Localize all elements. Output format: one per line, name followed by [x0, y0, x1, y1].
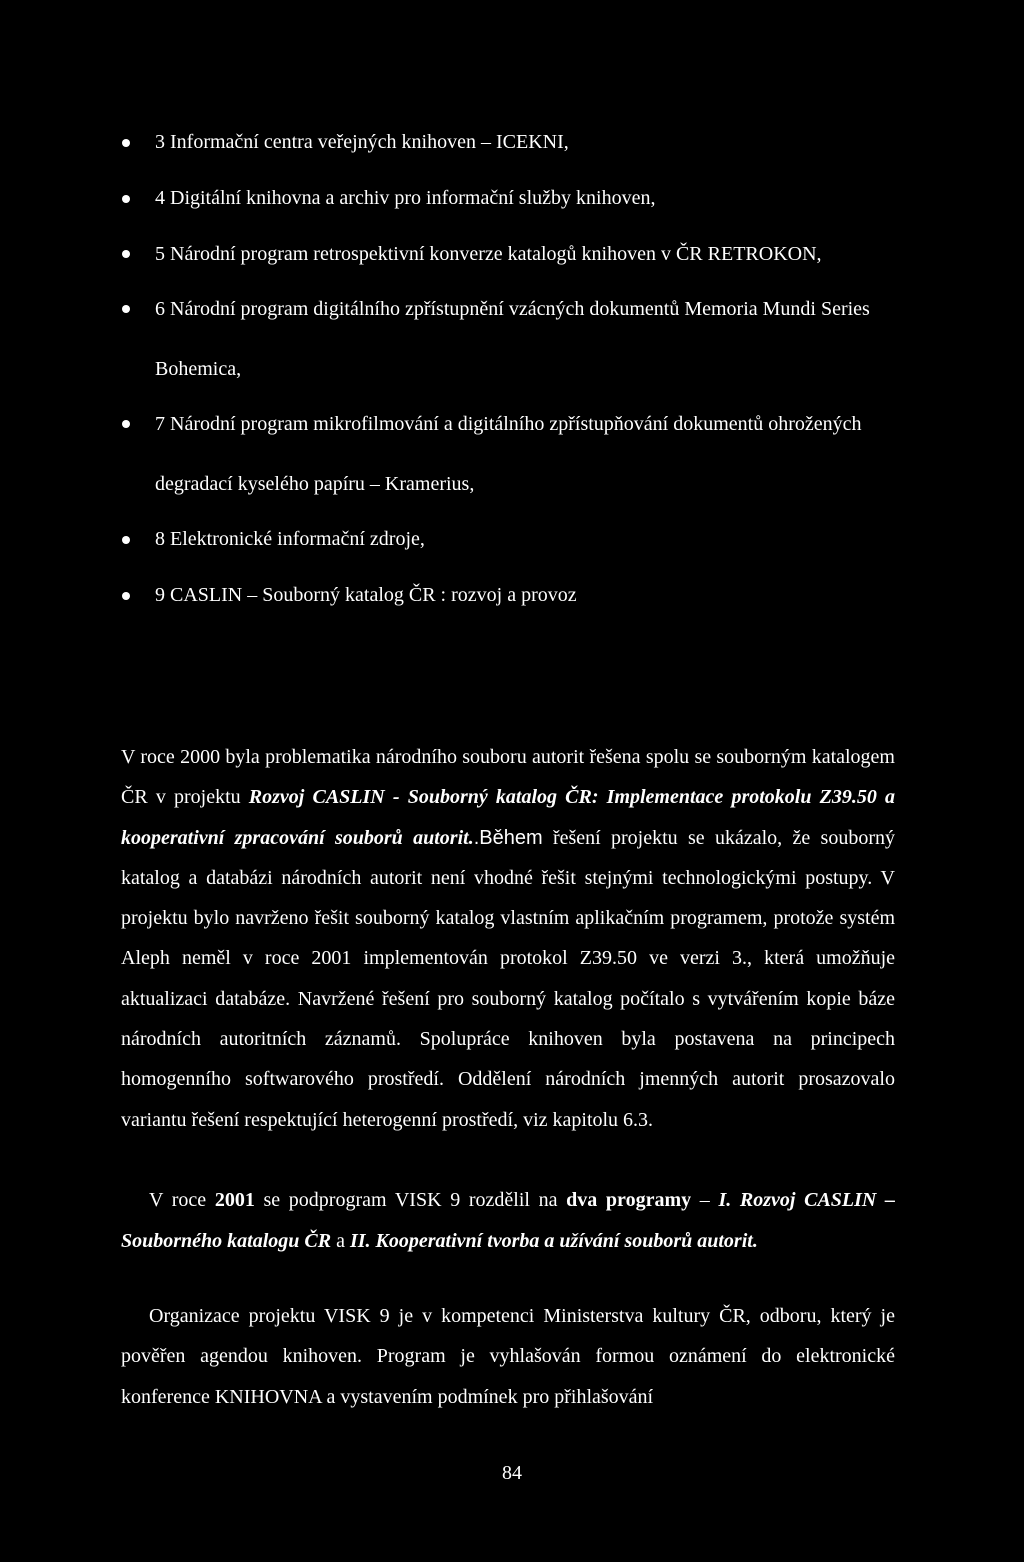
program-two-title: II. Kooperativní tvorba a užívání souborů autorit. — [349, 1229, 758, 1252]
list-item-text: 6 Národní program digitálního zpřístupnění vzácných dokumentů Memoria Mundi Series Bohemica, — [155, 298, 870, 380]
paragraph-text: – — [691, 1189, 719, 1211]
page-number: 84 — [502, 1462, 522, 1484]
list-item-text: 4 Digitální knihovna a archiv pro informační služby knihoven, — [155, 187, 656, 209]
program-list — [122, 124, 912, 633]
paragraph-visk-split — [121, 1180, 895, 1261]
paragraph-authority-files — [121, 737, 895, 1140]
paragraph-text: .Během — [473, 826, 543, 849]
list-item-text: 9 CASLIN – Souborný katalog ČR : rozvoj a provoz — [155, 584, 577, 606]
paragraph-organization — [121, 1296, 895, 1417]
paragraph-text: řešení projektu se ukázalo, že souborný katalog a databázi národních autorit není vhodné řešit stejnými technologickými postupy. V projektu bylo navrženo řešit souborný katalog vlastním aplikačním programem, protože systém Aleph neměl v roce 2001 implementován protokol Z39.50 ve verzi 3., která umožňuje aktualizaci databáze. Navržené řešení pro souborný katalog počítalo s vytvářením kopie báze národních autoritních záznamů. Spolupráce knihoven byla postavena na principech homogenního softwarového prostředí. Oddělení národních jmenných autorit prosazovalo variantu řešení respektující heterogenní prostředí, viz kapitolu 6.3. — [121, 826, 896, 1131]
project-title: Rozvoj CASLIN - Souborný katalog ČR: Implementace protokolu Z39.50 a kooperativní zpracování souborů autorit — [121, 786, 895, 849]
bullet-icon — [122, 305, 130, 313]
paragraph-text: . — [468, 826, 474, 849]
list-item — [122, 224, 912, 284]
list-item-text: 5 Národní program retrospektivní konverze katalogů knihoven v ČR RETROKON, — [155, 243, 822, 265]
list-item-text: 8 Elektronické informační zdroje, — [155, 528, 425, 550]
year-emphasis: 2001 — [214, 1189, 255, 1211]
bullet-icon — [122, 139, 130, 147]
list-item — [122, 577, 912, 614]
list-item — [122, 394, 912, 514]
bullet-icon — [122, 195, 130, 203]
bullet-icon — [122, 250, 130, 258]
paragraph-text: se podprogram VISK 9 rozdělil na — [254, 1189, 567, 1211]
list-item-text: 7 Národní program mikrofilmování a digitálního zpřístupňování dokumentů ohrožených degradací kyselého papíru – Kramerius, — [155, 413, 862, 495]
bullet-icon — [122, 420, 130, 428]
paragraph-text: a — [331, 1229, 350, 1252]
paragraph-text: V roce — [149, 1189, 215, 1211]
list-item — [122, 124, 912, 161]
program-one-title: I. Rozvoj CASLIN – Souborného katalogu ČR — [121, 1189, 896, 1252]
list-item — [122, 279, 912, 399]
bullet-icon — [122, 592, 130, 600]
paragraph-text: V roce 2000 byla problematika národního souboru autorit řešena spolu se souborným katalogem ČR v projektu — [121, 746, 895, 809]
programs-emphasis: dva programy — [566, 1189, 692, 1211]
list-item — [122, 180, 912, 217]
list-item — [122, 521, 912, 558]
list-item-text: 3 Informační centra veřejných knihoven – ICEKNI, — [155, 131, 569, 153]
bullet-icon — [122, 536, 130, 544]
paragraph-text: Organizace projektu VISK 9 je v kompetenci Ministerstva kultury ČR, odboru, který je pověřen agendou knihoven. Program je vyhlašován formou oznámení do elektronické konference KNIHOVNA a vystavením podmínek pro přihlašování — [121, 1305, 895, 1408]
